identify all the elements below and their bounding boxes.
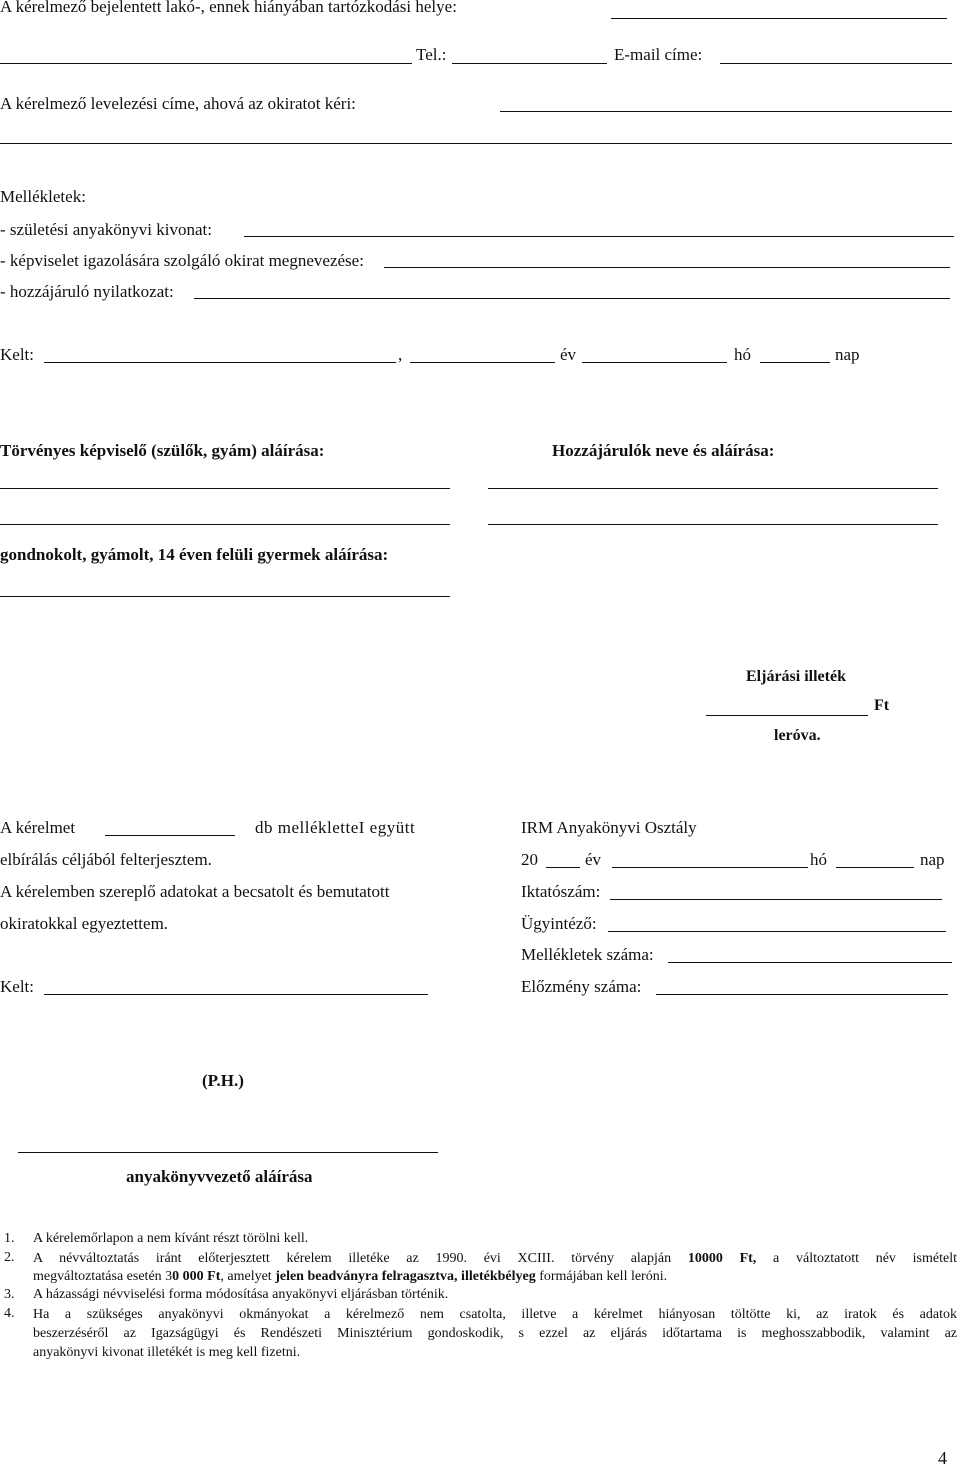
ward-signature-label: gondnokolt, gyámolt, 14 éven felüli gyermek aláírása:: [0, 545, 389, 564]
office-month-field[interactable]: [612, 867, 808, 868]
consenters-signature-2[interactable]: [488, 524, 938, 525]
legal-rep-signature-1[interactable]: [0, 488, 450, 489]
birth-extract-field[interactable]: [244, 236, 954, 237]
consenters-label: Hozzájárulók neve és aláírása:: [552, 441, 775, 460]
footnote-2-line2: [33, 1268, 957, 1286]
footnote-3-text: A házassági névviselési forma módosítása anyakönyvi eljárásban történik.: [33, 1287, 449, 1302]
fee-currency: Ft: [874, 697, 890, 714]
office-line1-b: db mellékletteI együtt: [255, 818, 416, 837]
fee-amount-field[interactable]: [706, 715, 868, 716]
representation-doc-label: - képviselet igazolására szolgáló okirat megnevezése:: [0, 251, 364, 270]
ugyintezo-label: Ügyintéző:: [521, 914, 597, 933]
footnote-2-line1: [33, 1250, 957, 1268]
kelt-month-field[interactable]: [582, 362, 727, 363]
consent-field[interactable]: [194, 298, 950, 299]
office-nap: nap: [920, 850, 945, 869]
footnote-1-number: 1.: [4, 1231, 15, 1246]
kelt-label: Kelt:: [0, 345, 34, 364]
office-line4: okiratokkal egyeztettem.: [0, 914, 169, 933]
legal-rep-label: Törvényes képviselő (szülők, gyám) aláírása:: [0, 441, 325, 460]
footnote-4-line3: anyakönyvi kivonat illetékét is meg kell fizetni.: [33, 1345, 301, 1360]
office-day-field[interactable]: [836, 867, 914, 868]
kelt-ho: hó: [734, 345, 751, 364]
footnote-4-line1: Ha a szükséges anyakönyvi okmányokat a kérelmező nem csatolta, illetve a kérelmet hiányosan töltötte ki, az iratok és adatok: [33, 1307, 957, 1322]
kelt-comma: ,: [398, 345, 403, 364]
office-line2: elbírálás céljából felterjesztem.: [0, 850, 212, 869]
fee-paid: leróva.: [774, 727, 821, 744]
office-line1-a: A kérelmet: [0, 818, 76, 837]
office-kelt-label: Kelt:: [0, 977, 34, 996]
footnote-4-line2: beszerzéséről az Igazságügyi és Rendészeti Minisztérium gondoskodik, s ezzel az eljárás időtartama is meghosszabbodik, valamint az: [33, 1326, 957, 1341]
stamp-placeholder: (P.H.): [202, 1071, 244, 1090]
office-ev: év: [585, 850, 602, 869]
email-field[interactable]: [720, 63, 952, 64]
residence-label: A kérelmező bejelentett lakó-, ennek hiányában tartózkodási helye:: [0, 0, 457, 16]
footnote-2-stamp-text: jelen beadványra felragasztva, illetékbélyeg: [275, 1269, 536, 1284]
residence-field-2[interactable]: [0, 63, 412, 64]
office-kelt-field[interactable]: [44, 994, 428, 995]
footnote-2-line1-end: a változtatott név ismételt: [756, 1251, 957, 1266]
email-label: E-mail címe:: [614, 45, 703, 64]
ward-signature-field[interactable]: [0, 596, 450, 597]
mellekletek-szama-field[interactable]: [668, 962, 952, 963]
footnote-2-number: 2.: [4, 1250, 15, 1265]
kelt-nap: nap: [835, 345, 860, 364]
footnote-2-line1-text: A névváltoztatás iránt előterjesztett kérelem illetéke az 1990. évi XCIII. törvény alapján: [33, 1251, 688, 1266]
footnote-2-line2-mid: , amelyet: [220, 1269, 276, 1284]
kelt-year-field[interactable]: [410, 362, 555, 363]
tel-field[interactable]: [452, 63, 607, 64]
elozmeny-szama-field[interactable]: [656, 994, 948, 995]
footnote-3-number: 3.: [4, 1287, 15, 1302]
kelt-ev: év: [560, 345, 577, 364]
elozmeny-szama-label: Előzmény száma:: [521, 977, 642, 996]
footnote-4-number: 4.: [4, 1306, 15, 1321]
mailing-label: A kérelmező levelezési címe, ahová az okiratot kéri:: [0, 94, 356, 113]
footnote-2-line2-text: megváltoztatása esetén 3: [33, 1269, 173, 1284]
iktatoszam-label: Iktatószám:: [521, 882, 601, 901]
legal-rep-signature-2[interactable]: [0, 524, 450, 525]
office-line3: A kérelemben szereplő adatokat a becsatolt és bemutatott: [0, 882, 390, 901]
ugyintezo-field[interactable]: [608, 931, 946, 932]
footnote-1-text: A kérelemőrlapon a nem kívánt részt törölni kell.: [33, 1231, 309, 1246]
office-title: IRM Anyakönyvi Osztály: [521, 818, 697, 837]
attachments-title: Mellékletek:: [0, 187, 86, 206]
attachment-count-field[interactable]: [105, 835, 235, 836]
mailing-field-2[interactable]: [0, 143, 952, 144]
registrar-signature-field[interactable]: [18, 1152, 438, 1153]
page-number: 4: [938, 1448, 947, 1468]
fee-title: Eljárási illeték: [746, 668, 846, 685]
office-year-field[interactable]: [546, 867, 580, 868]
iktatoszam-field[interactable]: [610, 899, 942, 900]
tel-label: Tel.:: [416, 45, 447, 64]
consent-label: - hozzájáruló nyilatkozat:: [0, 282, 174, 301]
residence-field[interactable]: [611, 18, 947, 19]
kelt-place-field[interactable]: [44, 362, 396, 363]
consenters-signature-1[interactable]: [488, 488, 938, 489]
kelt-day-field[interactable]: [760, 362, 830, 363]
registrar-signature-label: anyakönyvvezető aláírása: [126, 1167, 313, 1186]
mailing-field[interactable]: [500, 111, 952, 112]
birth-extract-label: - születési anyakönyvi kivonat:: [0, 220, 212, 239]
representation-doc-field[interactable]: [384, 267, 950, 268]
mellekletek-szama-label: Mellékletek száma:: [521, 945, 654, 964]
office-year-prefix: 20: [521, 850, 538, 869]
footnote-2-amount-2: 0 000 Ft: [172, 1269, 221, 1284]
footnote-2-amount: 10000 Ft,: [687, 1251, 757, 1266]
office-ho: hó: [810, 850, 827, 869]
footnote-2-line2-end: formájában kell leróni.: [535, 1269, 668, 1284]
